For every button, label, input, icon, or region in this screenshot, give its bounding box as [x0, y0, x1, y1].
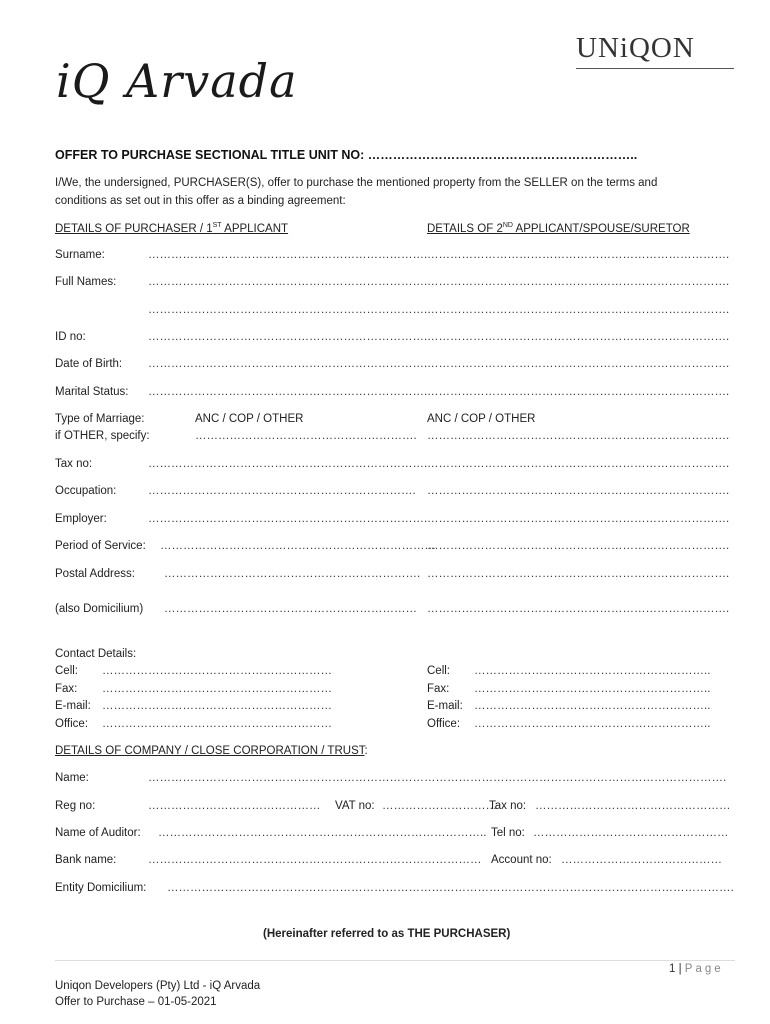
heading-applicant-1: DETAILS OF PURCHASER / 1ST APPLICANT [55, 222, 289, 235]
label-account: Account no: [491, 854, 552, 866]
label-employer: Employer: [55, 513, 107, 525]
label-domicilium: (also Domicilium) [55, 603, 144, 615]
label-office-2: Office: [427, 718, 461, 730]
label-tax-no: Tax no: [55, 458, 93, 470]
label-surname: Surname: [55, 249, 105, 261]
field-tax-no-2[interactable]: ……………………………………………………………………. [427, 458, 730, 470]
field-surname-2[interactable]: ……………………………………………………………………. [427, 249, 730, 261]
footer-doc: Offer to Purchase – 01-05-2021 [55, 996, 217, 1008]
field-postal-2[interactable]: ……………………………………………………………………. [427, 568, 730, 580]
label-tel-no: Tel no: [491, 827, 525, 839]
field-if-other-2[interactable]: ……………………………………………………………………. [427, 430, 730, 442]
purchaser-note: (Hereinafter referred to as THE PURCHASER) [263, 928, 511, 940]
company-heading: DETAILS OF COMPANY / CLOSE CORPORATION / TRUST: [55, 745, 368, 757]
field-period-1[interactable]: ……………………………………………………………… [160, 540, 436, 552]
label-if-other: if OTHER, specify: [55, 430, 150, 442]
field-company-tax-no[interactable]: …………………………………………… [535, 800, 731, 812]
field-reg-no[interactable]: ……………………………………… [148, 800, 321, 812]
label-company-name: Name: [55, 772, 89, 784]
brand-logo: UNiQON [576, 32, 695, 64]
label-marital: Marital Status: [55, 386, 129, 398]
field-domicilium-2[interactable]: ……………………………………………………………………. [427, 603, 730, 615]
field-office-2[interactable]: …………………………………………………….. [474, 718, 711, 730]
label-occupation: Occupation: [55, 485, 117, 497]
brand-underline [576, 68, 734, 69]
label-entity-domicilium: Entity Domicilium: [55, 882, 147, 894]
field-domicilium-1[interactable]: ………………………………………………………… [164, 603, 417, 615]
field-id-no-1[interactable]: ………………………………………………………………. [148, 331, 428, 343]
label-cell-1: Cell: [55, 665, 79, 677]
field-period-2[interactable]: ……………………………………………………………………. [427, 540, 730, 552]
label-cell-2: Cell: [427, 665, 451, 677]
field-dob-2[interactable]: ……………………………………………………………………. [427, 358, 730, 370]
field-bank[interactable]: …………………………………………………………………………… [148, 854, 482, 866]
label-email-2: E-mail: [427, 700, 463, 712]
label-vat-no: VAT no: [335, 800, 375, 812]
field-occupation-1[interactable]: ……………………………………………………………. [148, 485, 416, 497]
contact-heading: Contact Details: [55, 648, 137, 660]
field-marital-1[interactable]: ………………………………………………………………. [148, 386, 428, 398]
label-email-1: E-mail: [55, 700, 91, 712]
field-email-2[interactable]: …………………………………………………….. [474, 700, 711, 712]
label-auditor: Name of Auditor: [55, 827, 141, 839]
intro-line-2: conditions as set out in this offer as a binding agreement: [55, 195, 346, 207]
field-cell-1[interactable]: …………………………………………………… [102, 665, 332, 677]
marriage-options-1[interactable]: ANC / COP / OTHER [195, 413, 304, 425]
field-full-names-1b[interactable]: ………………………………………………………………. [148, 304, 428, 316]
field-full-names-2b[interactable]: ……………………………………………………………………. [427, 304, 730, 316]
label-full-names: Full Names: [55, 276, 117, 288]
label-reg-no: Reg no: [55, 800, 96, 812]
field-dob-1[interactable]: ………………………………………………………………. [148, 358, 428, 370]
field-office-1[interactable]: …………………………………………………… [102, 718, 332, 730]
field-full-names-1[interactable]: ………………………………………………………………. [148, 276, 428, 288]
field-company-name[interactable]: ……………………………………………………………………………………………………………………………………. [148, 772, 727, 784]
label-dob: Date of Birth: [55, 358, 123, 370]
marriage-options-2[interactable]: ANC / COP / OTHER [427, 413, 536, 425]
field-marital-2[interactable]: ……………………………………………………………………. [427, 386, 730, 398]
field-surname-1[interactable]: ………………………………………………………………. [148, 249, 428, 261]
label-office-1: Office: [55, 718, 89, 730]
footer-company: Uniqon Developers (Pty) Ltd - iQ Arvada [55, 980, 261, 992]
field-id-no-2[interactable]: ……………………………………………………………………. [427, 331, 730, 343]
form-title: OFFER TO PURCHASE SECTIONAL TITLE UNIT NO: ……………………………………………………….. [55, 148, 638, 162]
label-marriage-type: Type of Marriage: [55, 413, 145, 425]
project-logo: iQ Arvada [56, 54, 298, 108]
page-number: 1 | Page [669, 963, 724, 975]
footer-divider [55, 960, 735, 961]
field-occupation-2[interactable]: ……………………………………………………………………. [427, 485, 730, 497]
label-company-tax-no: Tax no: [489, 800, 527, 812]
label-fax-1: Fax: [55, 683, 78, 695]
label-period: Period of Service: [55, 540, 146, 552]
field-fax-2[interactable]: …………………………………………………….. [474, 683, 711, 695]
field-employer-1[interactable]: ………………………………………………………………. [148, 513, 428, 525]
field-fax-1[interactable]: …………………………………………………… [102, 683, 332, 695]
field-employer-2[interactable]: ……………………………………………………………………. [427, 513, 730, 525]
field-account[interactable]: …………………………………… [561, 854, 722, 866]
intro-line-1: I/We, the undersigned, PURCHASER(S), offer to purchase the mentioned property from the SELLER on the terms and [55, 177, 658, 189]
label-id-no: ID no: [55, 331, 86, 343]
field-if-other-1[interactable]: …………………………………………………. [195, 430, 417, 442]
field-entity-domicilium[interactable]: …………………………………………………………………………………………………………………………………. [167, 882, 734, 894]
heading-applicant-2: DETAILS OF 2ND APPLICANT/SPOUSE/SURETOR [427, 222, 690, 235]
field-cell-2[interactable]: …………………………………………………….. [474, 665, 711, 677]
field-full-names-2[interactable]: ……………………………………………………………………. [427, 276, 730, 288]
field-tel-no[interactable]: …………………………………………… [533, 827, 729, 839]
label-fax-2: Fax: [427, 683, 450, 695]
label-bank: Bank name: [55, 854, 117, 866]
field-postal-1[interactable]: …………………………………………………………. [164, 568, 421, 580]
field-auditor[interactable]: ………………………………………………………………………….. [158, 827, 487, 839]
field-email-1[interactable]: …………………………………………………… [102, 700, 332, 712]
field-vat-no[interactable]: ………………………… [382, 800, 497, 812]
field-tax-no-1[interactable]: ………………………………………………………………. [148, 458, 428, 470]
label-postal: Postal Address: [55, 568, 135, 580]
